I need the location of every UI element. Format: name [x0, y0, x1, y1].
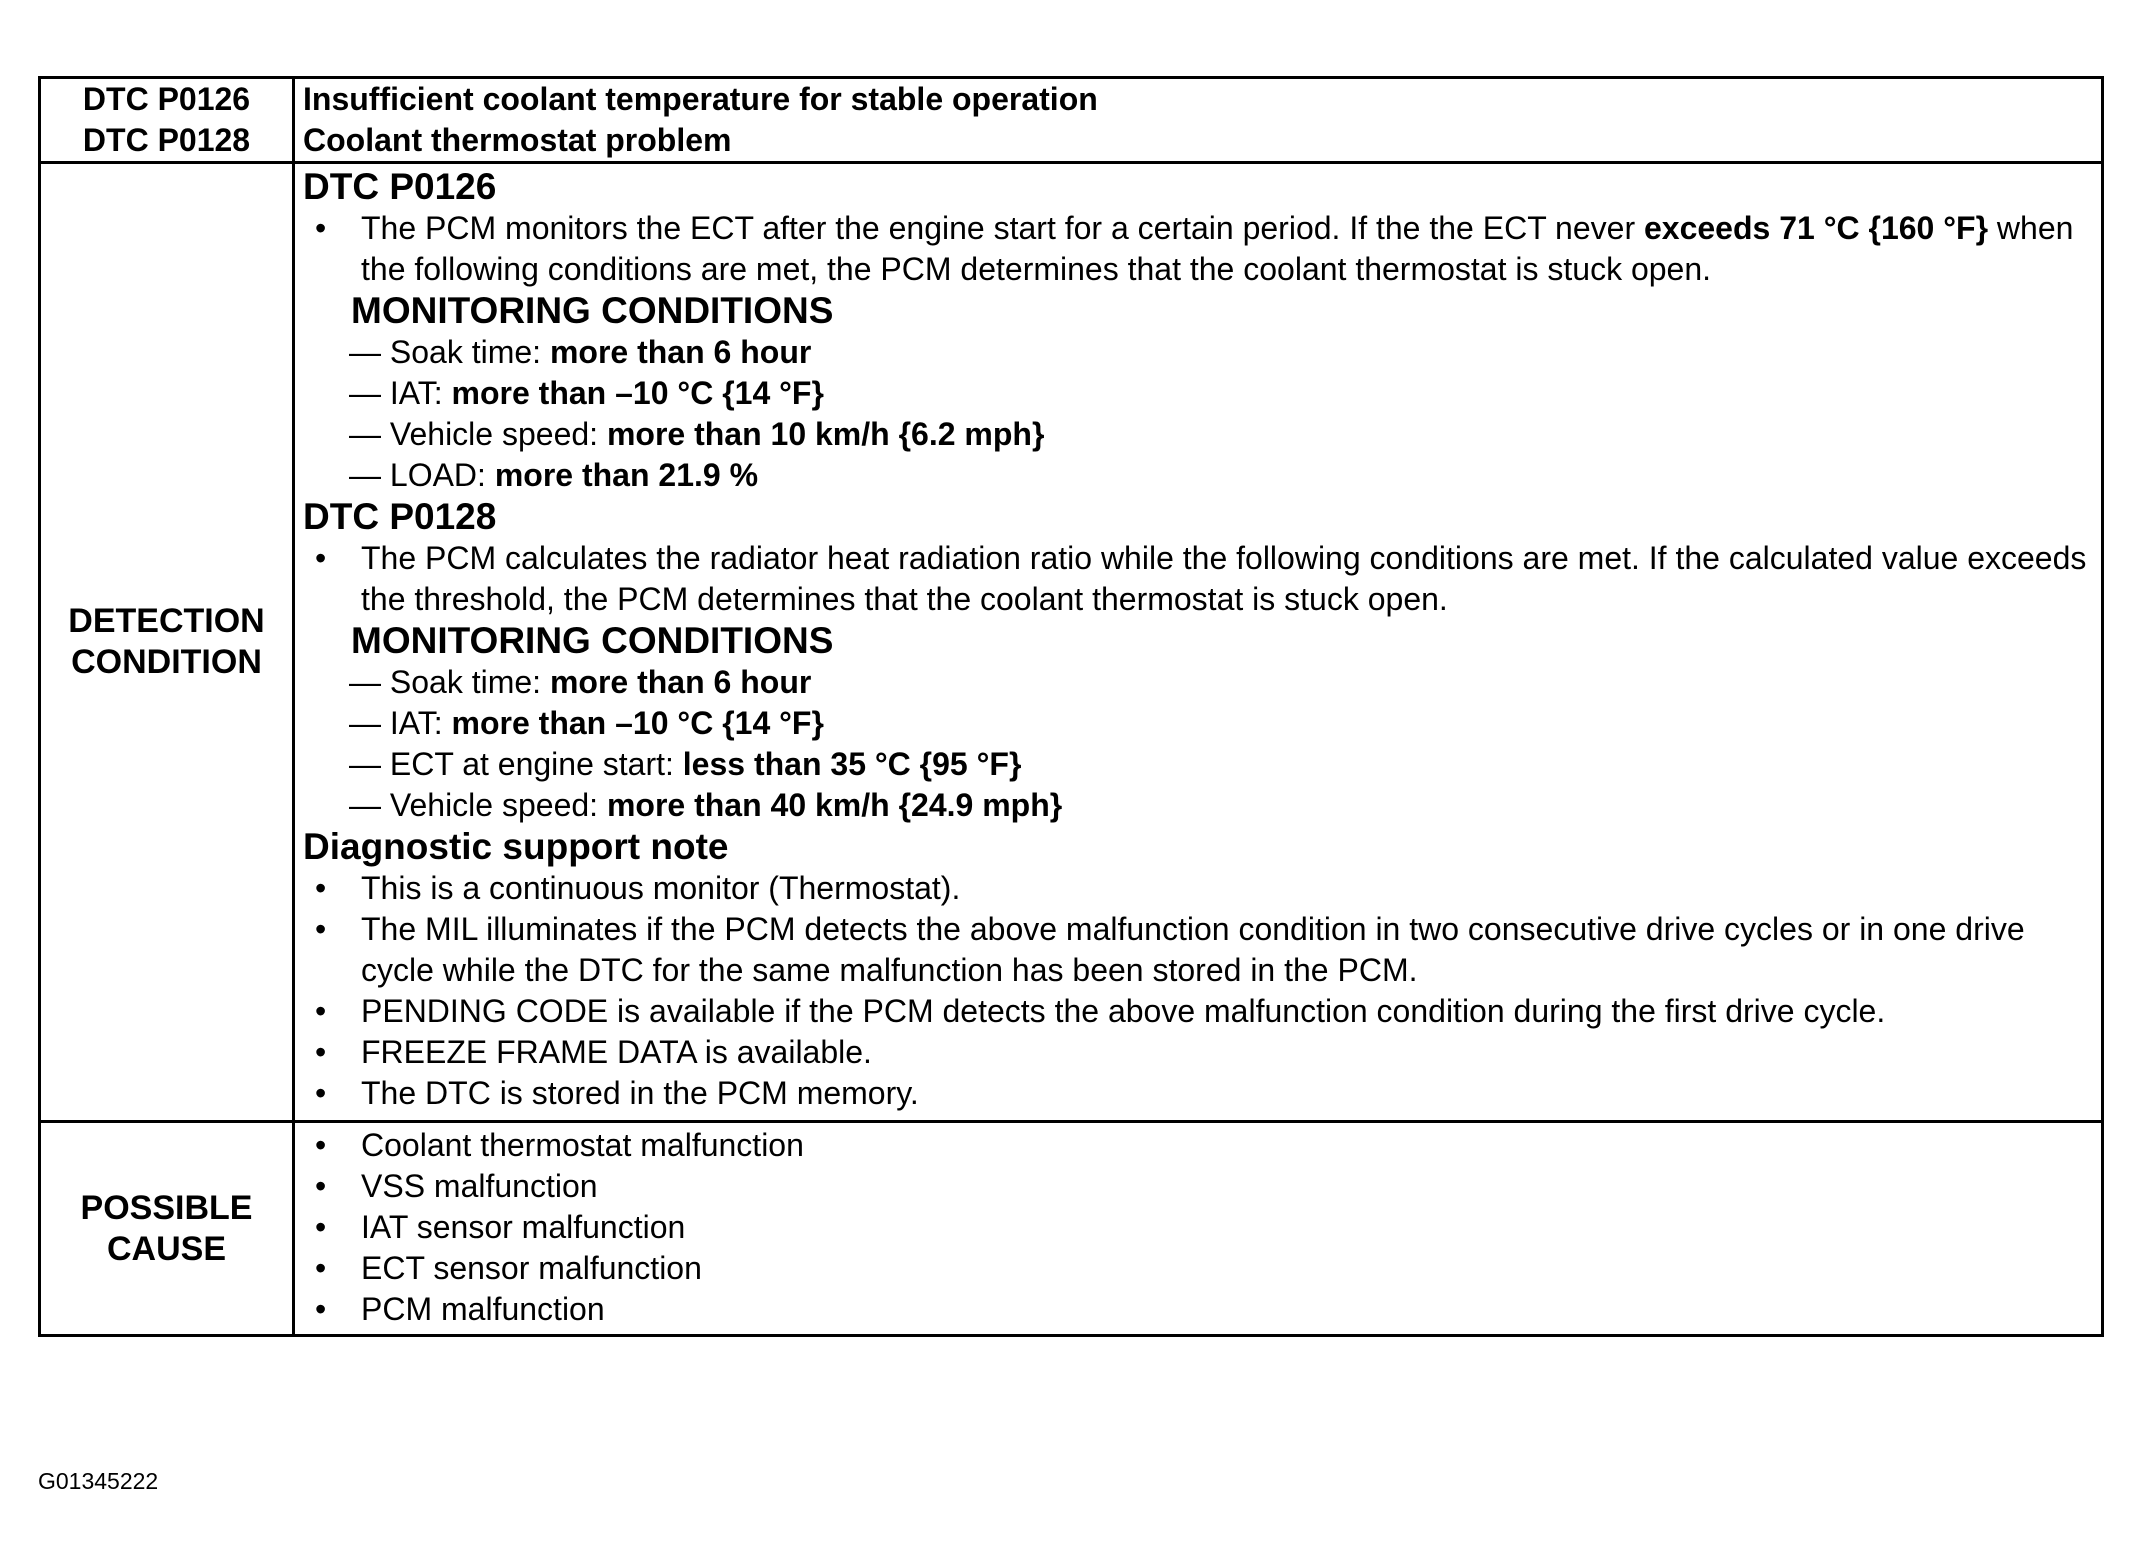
list-item: — Vehicle speed: more than 10 km/h {6.2 mph}	[349, 416, 1045, 452]
p0128-monitoring-title: MONITORING CONDITIONS	[351, 620, 834, 661]
p0126-monitoring-title: MONITORING CONDITIONS	[351, 290, 834, 331]
list-item: • VSS malfunction	[303, 1166, 2093, 1207]
list-item: • The PCM monitors the ECT after the engine start for a certain period. If the the ECT never exceeds 71 °C {160 °F} when the following conditions are met, the PCM determines that the coolant thermostat is stuck open.	[303, 208, 2093, 290]
detection-row	[40, 163, 2103, 1122]
list-item: • IAT sensor malfunction	[303, 1207, 2093, 1248]
dtc-descriptions-cell	[294, 78, 2103, 163]
p0126-bullets	[303, 208, 2093, 290]
list-item: • PCM malfunction	[303, 1289, 2093, 1330]
list-item: • FREEZE FRAME DATA is available.	[303, 1032, 2093, 1073]
list-item: — Vehicle speed: more than 40 km/h {24.9 mph}	[349, 787, 1063, 823]
cause-content	[294, 1122, 2103, 1336]
dtc-description: Insufficient coolant temperature for stable operation	[303, 81, 1098, 117]
cause-row	[40, 1122, 2103, 1336]
list-item: • ECT sensor malfunction	[303, 1248, 2093, 1289]
p0128-bullets	[303, 538, 2093, 620]
figure-code: G01345222	[38, 1468, 159, 1494]
support-note-title: Diagnostic support note	[303, 826, 729, 867]
list-item: • This is a continuous monitor (Thermostat).	[303, 868, 2093, 909]
dtc-codes-cell	[40, 78, 294, 163]
detection-content	[294, 163, 2103, 1122]
list-item: — Soak time: more than 6 hour	[349, 664, 812, 700]
diagnostic-table	[38, 76, 2104, 1337]
p0126-conditions	[303, 332, 2093, 496]
list-item: — IAT: more than –10 °C {14 °F}	[349, 705, 824, 741]
dtc-description: Coolant thermostat problem	[303, 122, 732, 158]
list-item: • The PCM calculates the radiator heat radiation ratio while the following conditions are met. If the calculated value exceeds the threshold, the PCM determines that the coolant thermostat is stuck open.	[303, 538, 2093, 620]
list-item: — ECT at engine start: less than 35 °C {95 °F}	[349, 746, 1022, 782]
dtc-code: DTC P0128	[82, 122, 251, 158]
list-item: • PENDING CODE is available if the PCM detects the above malfunction condition during the first drive cycle.	[303, 991, 2093, 1032]
list-item: — IAT: more than –10 °C {14 °F}	[349, 375, 824, 411]
list-item: — LOAD: more than 21.9 %	[349, 457, 759, 493]
list-item: • The MIL illuminates if the PCM detects the above malfunction condition in two consecutive drive cycles or in one drive cycle while the DTC for the same malfunction has been stored in the PCM.	[303, 909, 2093, 991]
detection-label: DETECTION CONDITION	[40, 163, 294, 1122]
cause-list	[303, 1125, 2093, 1330]
p0128-conditions	[303, 662, 2093, 826]
cause-label: POSSIBLE CAUSE	[40, 1122, 294, 1336]
list-item: • Coolant thermostat malfunction	[303, 1125, 2093, 1166]
p0126-title: DTC P0126	[303, 166, 497, 207]
list-item: — Soak time: more than 6 hour	[349, 334, 812, 370]
dtc-code: DTC P0126	[82, 81, 251, 117]
p0128-title: DTC P0128	[303, 496, 497, 537]
header-row	[40, 78, 2103, 163]
support-note-bullets	[303, 868, 2093, 1114]
list-item: • The DTC is stored in the PCM memory.	[303, 1073, 2093, 1114]
